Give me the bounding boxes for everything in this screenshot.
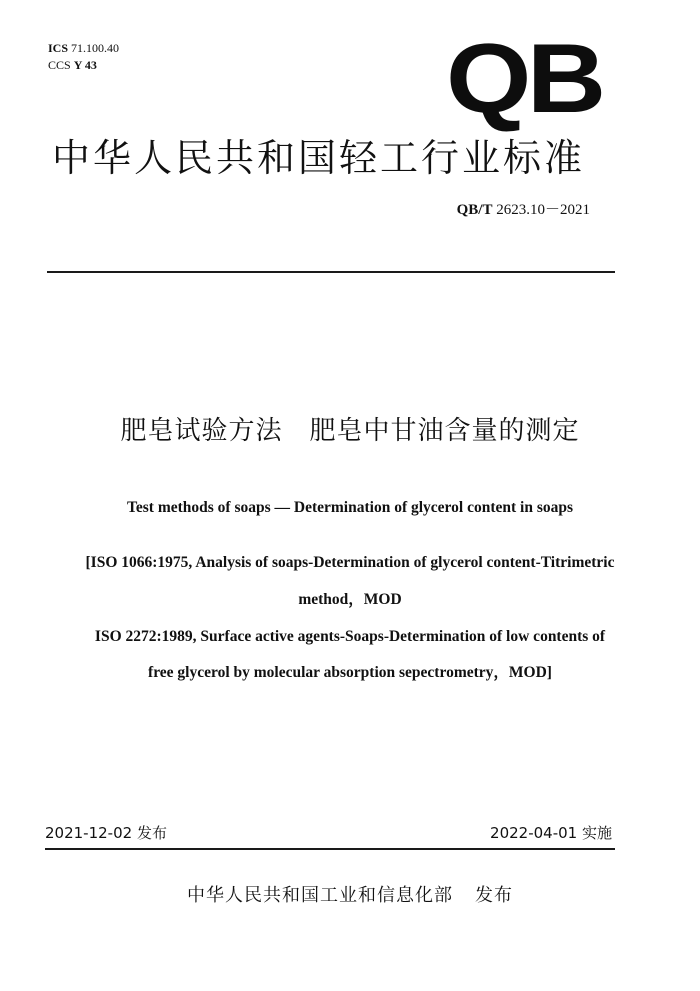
reference-line: ISO 2272:1989, Surface active agents-Soaps-Determination of low contents of [94,628,606,645]
english-title: Test methods of soaps — Determination of glycerol content in soaps [126,499,574,516]
industry-title: 中华人民共和国轻工行业标准 [52,136,586,180]
ics-label: ICS [48,41,69,55]
ccs-label: CCS [48,58,71,72]
top-divider [47,271,615,273]
issuer-line [0,883,700,909]
implementation-date: 2022-04-01 实施 [490,824,612,842]
ics-code: 71.100.40 [71,41,120,55]
issuer-action: 发布 [475,885,513,906]
standard-code: 2623.10－2021 [496,202,590,218]
classification-codes [48,40,119,74]
ccs-code: Y 43 [73,58,97,72]
ccs-code-line [48,57,119,74]
reference-line: [ISO 1066:1975, Analysis of soaps-Determination of glycerol content-Titrimetric [85,554,615,571]
issuer-name: 中华人民共和国工业和信息化部 [187,885,453,906]
reference-line: method，MOD [298,591,402,608]
reference-line: free glycerol by molecular absorption sepectrometry，MOD] [148,664,552,681]
standard-number [457,200,590,220]
standard-prefix: QB/T [456,202,493,218]
ics-code-line [48,40,119,57]
chinese-title: 肥皂试验方法 肥皂中甘油含量的测定 [120,416,580,446]
issue-date: 2021-12-02 发布 [45,824,167,842]
qb-logo: QB [446,23,602,133]
bottom-divider [45,848,615,850]
